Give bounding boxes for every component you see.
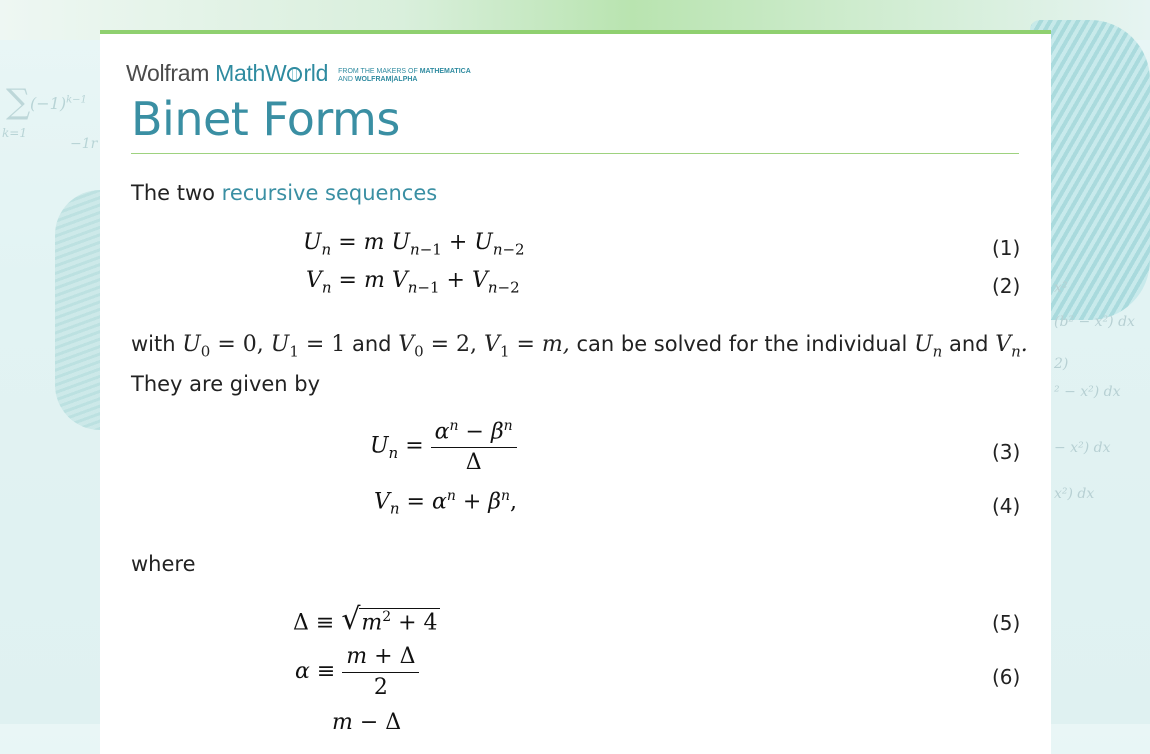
equation-number-1: (1) — [992, 236, 1021, 260]
wolfram-mathworld-logo[interactable] — [126, 60, 471, 87]
equation-7-partial: m − Δ — [332, 710, 402, 735]
equation-number-3: (3) — [992, 440, 1021, 464]
equation-2: $V_n = m$ $V_{n-1} + V_{n-2}$ — [306, 268, 520, 297]
equation-number-6: (6) — [992, 665, 1021, 689]
equation-5: Δ ≡ √ $m^2 + 4$ — [293, 602, 438, 637]
globe-icon — [287, 67, 302, 82]
brand-wolfram: Wolfram — [126, 60, 210, 86]
background-math-decoration-right: x² (b² − x²) dx 2) ² − x²) dx − x²) dx x²) dx — [1054, 280, 1135, 502]
where-paragraph: where — [131, 552, 196, 576]
brand-tagline: FROM THE MAKERS OF MATHEMATICA AND WOLFRAM|ALPHA — [338, 68, 471, 83]
equation-3: $U_n$ = $\frac{\alpha^n - \beta^n}{\Delta}$ — [370, 418, 517, 475]
equation-6: α ≡ $\frac{m + \Delta}{2}$ — [295, 644, 419, 700]
equation-number-4: (4) — [992, 494, 1021, 518]
equation-number-2: (2) — [992, 274, 1021, 298]
background-math-decoration-left: ∑ $(-1)^{k-1}$ k=1 −1r — [2, 82, 98, 152]
equation-4: $V_n = \alpha^n + \beta^n$, — [374, 488, 518, 518]
initial-conditions-paragraph: with $U_0 = 0$, $U_1 = 1$ and $V_0 = 2$, $V_1 = m$, can be solved for the individual $U_n$ and $V_n$. — [131, 332, 1028, 361]
title-divider — [131, 153, 1019, 154]
recursive-sequences-link[interactable]: recursive sequences — [221, 181, 438, 205]
brand-mathworld: MathW rld — [215, 60, 329, 86]
equation-number-5: (5) — [992, 611, 1021, 635]
equation-1: $U_n = m$ $U_{n-1} + U_{n-2}$ — [303, 230, 525, 259]
intro-paragraph: The two recursive sequences — [131, 181, 438, 205]
page-title: Binet Forms — [131, 92, 400, 146]
given-by-paragraph: They are given by — [131, 372, 321, 396]
article-card — [100, 30, 1051, 754]
